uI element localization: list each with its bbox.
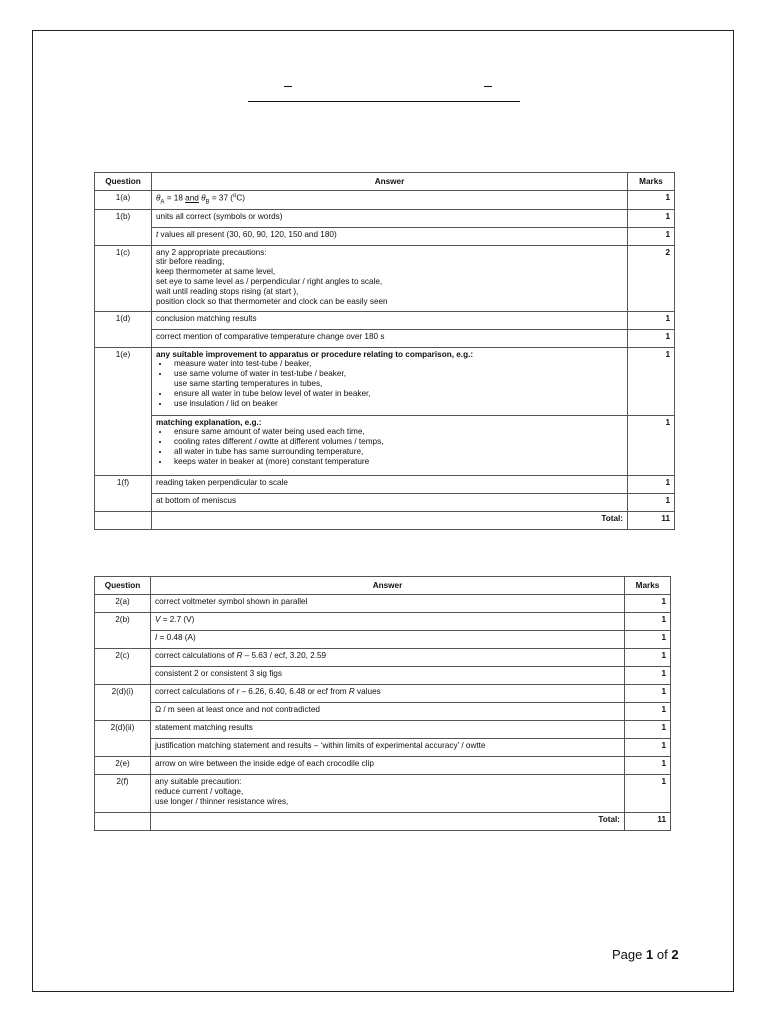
answer-text: correct calculations of	[154, 687, 237, 696]
answer-line: set eye to same level as / perpendicular / right angles to scale,	[155, 277, 383, 287]
bullet-item: • measure water into test-tube / beaker,	[170, 359, 623, 369]
theta-symbol: θ	[155, 193, 161, 203]
table-row	[95, 347, 675, 415]
marks-cell: 1	[625, 739, 671, 757]
table-row	[95, 329, 675, 347]
answer-cell	[150, 775, 624, 813]
answer-cell	[151, 415, 627, 475]
answer-cell	[151, 347, 627, 415]
answer-text: and	[185, 193, 199, 203]
title-underline	[248, 101, 520, 102]
marks-cell: 1	[628, 475, 675, 493]
answer-cell: correct mention of comparative temperature change over 180 s	[151, 329, 627, 347]
marks-cell: 1	[625, 757, 671, 775]
answer-cell: conclusion matching results	[151, 311, 627, 329]
question-cell: 2(c)	[95, 649, 151, 685]
page-label: Page	[612, 947, 643, 962]
answer-text: = 2.7 (V)	[160, 615, 195, 624]
question-cell: 2(e)	[95, 757, 151, 775]
mark-scheme-table-1	[94, 172, 675, 530]
table-row	[95, 667, 671, 685]
theta-symbol: θ	[198, 193, 206, 203]
total-label: Total:	[151, 511, 627, 529]
empty-cell	[95, 511, 152, 529]
answer-line: use longer / thinner resistance wires,	[154, 796, 289, 806]
variable-t: t	[155, 229, 159, 239]
table-row	[95, 739, 671, 757]
answer-cell	[150, 631, 624, 649]
table-header-row	[95, 173, 675, 191]
answer-line: reduce current / voltage,	[154, 786, 244, 796]
question-cell: 2(d)(ii)	[95, 721, 151, 757]
answer-text: = 18	[164, 193, 186, 203]
header-marks: Marks	[625, 577, 671, 595]
table-row	[95, 721, 671, 739]
table-row	[95, 685, 671, 703]
table-row	[95, 475, 675, 493]
marks-cell: 1	[625, 721, 671, 739]
superscript: o	[233, 193, 237, 199]
bullet-item: • all water in tube has same surrounding temperature,	[170, 447, 623, 457]
answer-cell: statement matching results	[150, 721, 624, 739]
answer-text: – 5.63 / ecf, 3.20, 2.59	[242, 651, 327, 660]
answer-line: keep thermometer at same level,	[155, 267, 276, 277]
marks-cell: 1	[628, 415, 675, 475]
title-dash-left	[284, 86, 292, 87]
answer-cell: arrow on wire between the inside edge of each crocodile clip	[150, 757, 624, 775]
page-of-label: of	[656, 947, 668, 962]
answer-cell	[151, 245, 627, 311]
answer-line: any suitable precaution:	[154, 777, 242, 786]
answer-cell	[151, 191, 627, 210]
table-row	[95, 595, 671, 613]
answer-cell: correct voltmeter symbol shown in parallel	[150, 595, 624, 613]
total-marks: 11	[628, 511, 675, 529]
table-row	[95, 209, 675, 227]
marks-cell: 1	[628, 209, 675, 227]
answer-text: values	[354, 687, 381, 696]
marks-cell: 1	[625, 613, 671, 631]
bullet-item: • cooling rates different / owtte at different volumes / temps,	[170, 437, 623, 447]
question-cell: 2(b)	[95, 613, 151, 649]
answer-cell: consistent 2 or consistent 3 sig figs	[150, 667, 624, 685]
answer-cell	[150, 685, 624, 703]
total-label: Total:	[150, 813, 624, 831]
marks-cell: 1	[625, 775, 671, 813]
answer-cell: reading taken perpendicular to scale	[151, 475, 627, 493]
current-page: 1	[646, 947, 654, 962]
total-row	[95, 813, 671, 831]
answer-line: stir before reading,	[155, 257, 225, 267]
answer-line: use same starting temperatures in tubes,	[173, 379, 323, 389]
table-row	[95, 415, 675, 475]
table-row	[95, 493, 675, 511]
marks-cell: 1	[625, 595, 671, 613]
answer-line: any 2 appropriate precautions:	[155, 247, 267, 257]
answer-line: position clock so that thermometer and clock can be easily seen	[155, 296, 388, 306]
header-question: Question	[95, 173, 152, 191]
marks-cell: 1	[628, 227, 675, 245]
answer-cell: at bottom of meniscus	[151, 493, 627, 511]
marks-cell: 1	[625, 667, 671, 685]
header-marks: Marks	[628, 173, 675, 191]
bullet-item: • ensure same amount of water being used each time,	[170, 427, 623, 437]
answer-heading: matching explanation, e.g.:	[155, 417, 262, 427]
table-row	[95, 245, 675, 311]
title-dash-right	[484, 86, 492, 87]
marks-cell: 1	[628, 493, 675, 511]
answer-text: – 6.26, 6.40, 6.48 or ecf from	[239, 687, 349, 696]
question-cell: 1(d)	[95, 311, 152, 347]
empty-cell	[95, 813, 151, 831]
answer-text: = 37 (	[209, 193, 234, 203]
answer-cell: units all correct (symbols or words)	[151, 209, 627, 227]
table-row	[95, 757, 671, 775]
table-row	[95, 775, 671, 813]
question-cell: 1(e)	[95, 347, 152, 475]
header-question: Question	[95, 577, 151, 595]
total-pages: 2	[671, 947, 679, 962]
answer-text: correct calculations of	[154, 651, 237, 660]
answer-cell: Ω / m seen at least once and not contradicted	[150, 703, 624, 721]
answer-text: = 0.48 (A)	[157, 633, 196, 642]
bullet-item: • keeps water in beaker at (more) constant temperature	[170, 457, 623, 467]
table-row	[95, 311, 675, 329]
subscript: B	[205, 199, 210, 206]
bullet-item: • ensure all water in tube below level of water in beaker,	[170, 389, 623, 399]
question-cell: 2(d)(i)	[95, 685, 151, 721]
answer-cell	[150, 613, 624, 631]
marks-cell: 1	[628, 191, 675, 210]
marks-cell: 2	[628, 245, 675, 311]
table-row	[95, 227, 675, 245]
question-cell: 1(a)	[95, 191, 152, 210]
answer-cell	[151, 227, 627, 245]
table-header-row	[95, 577, 671, 595]
table-row	[95, 703, 671, 721]
question-cell: 1(f)	[95, 475, 152, 511]
mark-scheme-table-2	[94, 576, 671, 831]
page-number	[612, 947, 679, 962]
question-cell: 2(f)	[95, 775, 151, 813]
bullet-item: • use same volume of water in test-tube / beaker,	[170, 369, 623, 379]
table-row	[95, 191, 675, 210]
total-marks: 11	[625, 813, 671, 831]
table-row	[95, 649, 671, 667]
marks-cell: 1	[628, 347, 675, 415]
answer-text: C)	[236, 193, 245, 203]
subscript: A	[160, 199, 165, 206]
table-row	[95, 613, 671, 631]
answer-text: values all present (30, 60, 90, 120, 150 and 180)	[158, 229, 337, 239]
marks-cell: 1	[625, 649, 671, 667]
question-cell: 1(b)	[95, 209, 152, 245]
marks-cell: 1	[625, 685, 671, 703]
marks-cell: 1	[628, 311, 675, 329]
answer-cell: justification matching statement and results – ‘within limits of experimental accuracy’ / owtte	[150, 739, 624, 757]
header-answer: Answer	[150, 577, 624, 595]
variable-r: R	[236, 651, 243, 660]
marks-cell: 1	[628, 329, 675, 347]
total-row	[95, 511, 675, 529]
table-row	[95, 631, 671, 649]
answer-cell	[150, 649, 624, 667]
question-cell: 1(c)	[95, 245, 152, 311]
answer-heading: any suitable improvement to apparatus or procedure relating to comparison, e.g.:	[155, 349, 474, 359]
bullet-item: • use insulation / lid on beaker	[170, 399, 623, 409]
variable-r: R	[348, 687, 355, 696]
marks-cell: 1	[625, 631, 671, 649]
header-answer: Answer	[151, 173, 627, 191]
variable-r: r	[236, 687, 240, 696]
answer-line: wait until reading stops rising (at start ),	[155, 286, 299, 296]
marks-cell: 1	[625, 703, 671, 721]
question-cell: 2(a)	[95, 595, 151, 613]
variable-i: I	[154, 633, 158, 642]
variable-v: V	[154, 615, 161, 624]
